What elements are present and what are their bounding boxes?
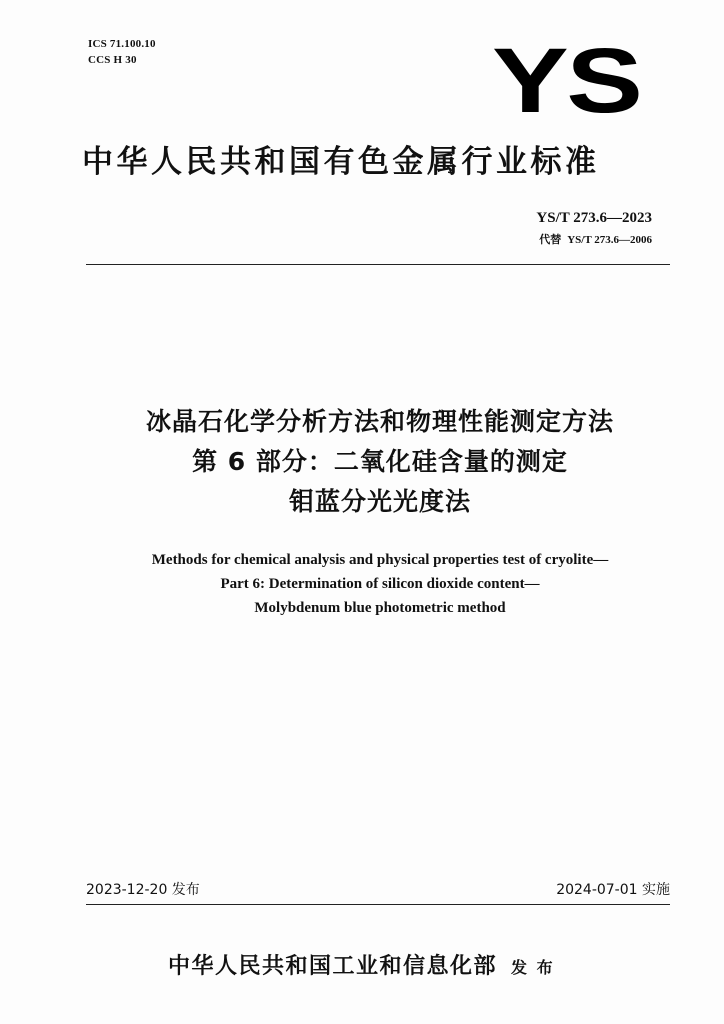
standard-number: YS/T 273.6—2023 xyxy=(536,210,652,226)
issue-date: 2023-12-20 发布 xyxy=(86,882,200,898)
replaces-number: YS/T 273.6—2006 xyxy=(567,234,652,246)
chinese-title-line-1: 冰晶石化学分析方法和物理性能测定方法 xyxy=(145,407,614,436)
replaces-line xyxy=(539,232,652,248)
standard-category-title: 中华人民共和国有色金属行业标准 xyxy=(82,144,600,180)
publish-action: 发 布 xyxy=(511,958,555,977)
english-title xyxy=(60,548,700,620)
english-title-line-1: Methods for chemical analysis and physical properties test of cryolite— xyxy=(151,552,609,568)
footer-divider xyxy=(86,904,670,905)
header-divider xyxy=(86,264,670,265)
ics-code: ICS 71.100.10 xyxy=(88,38,156,50)
chinese-title-line-2: 第 6 部分：二氧化硅含量的测定 xyxy=(192,447,568,476)
implementation-date: 2024-07-01 实施 xyxy=(556,882,670,898)
english-title-line-2: Part 6: Determination of silicon dioxide content— xyxy=(220,576,540,592)
ys-logo: YS xyxy=(492,30,641,132)
english-title-line-3: Molybdenum blue photometric method xyxy=(254,600,506,616)
chinese-title-line-3: 钼蓝分光光度法 xyxy=(288,487,471,516)
replaces-label: 代替 xyxy=(539,233,562,246)
publisher-name: 中华人民共和国工业和信息化部 xyxy=(168,953,498,979)
publisher xyxy=(168,950,648,984)
chinese-title xyxy=(60,402,700,522)
ccs-code: CCS H 30 xyxy=(88,54,137,66)
classification-codes xyxy=(88,36,156,68)
